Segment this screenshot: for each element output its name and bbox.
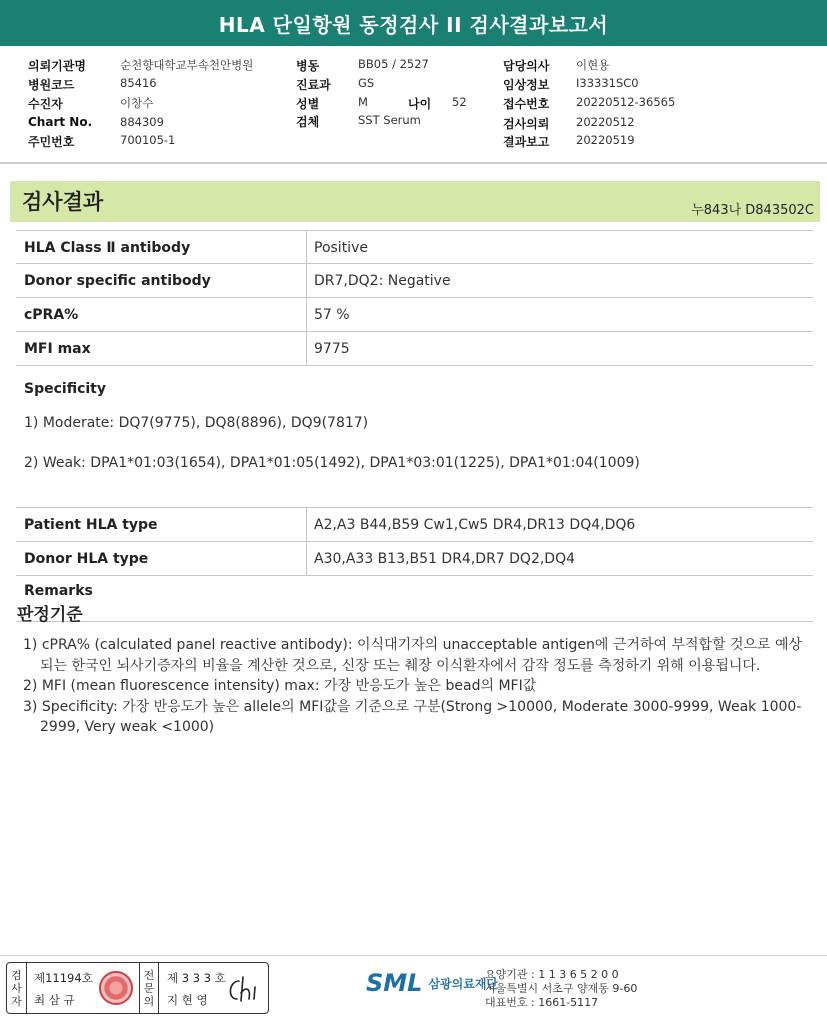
criteria-section (17, 600, 807, 738)
result-title: 검사결과 (22, 190, 104, 214)
specimen-label: 검체 (296, 115, 320, 129)
list-item: 2) MFI (mean fluorescence intensity) max: 가장 반응도가 높은 bead의 MFI값 (23, 678, 537, 694)
org-phone: 대표번호 : 1661-5117 (485, 996, 599, 1009)
request-label: 검사의뢰 (503, 117, 550, 131)
specialist-vertical-label: 전 문 의 (139, 963, 159, 1013)
row-label: Donor specific antibody (16, 264, 307, 297)
org-address: 서울특별시 서초구 양재동 9-60 (485, 982, 638, 995)
patient-label: 수진자 (28, 97, 63, 111)
institution-value: 순천향대학교부속천안병원 (120, 58, 254, 72)
hospital-code-value: 85416 (120, 76, 157, 90)
specificity-line: 2) Weak: DPA1*01:03(1654), DPA1*01:05(1492), DPA1*03:01(1225), DPA1*01:04(1009) (24, 455, 640, 471)
chart-value: 884309 (120, 115, 164, 129)
report-title: HLA 단일항원 동정검사 II 검사결과보고서 (0, 0, 827, 46)
table-row (16, 508, 813, 542)
row-label: MFI max (16, 332, 307, 365)
specialist-name: 지 현 영 (167, 993, 208, 1007)
list-item: 1) cPRA% (calculated panel reactive antibody): 이식대기자의 unacceptable antigen에 근거하여 부적합할 것으로 예상되는 한국인 뇌사기증자의 비율을 계산한 것으로, 신장 또는 췌장 이식환자에서 감작 정도를 측정하기 위해 이용됩니다. (23, 637, 803, 674)
list-item: 3) Specificity: 가장 반응도가 높은 allele의 MFI값을 기준으로 구분(Strong >10000, Moderate 3000-9999, Weak 1000-2999, Very weak <1000) (23, 698, 802, 735)
company-name: 삼광의료재단 (428, 976, 499, 991)
org-info (485, 968, 637, 1010)
specificity-line: 1) Moderate: DQ7(9775), DQ8(8896), DQ9(7817) (24, 415, 369, 431)
age-label: 나이 (408, 97, 432, 111)
examiner-vertical-label: 검 사 자 (7, 963, 27, 1013)
row-value: A30,A33 B13,B51 DR4,DR7 DQ2,DQ4 (314, 551, 576, 567)
row-label: HLA Class Ⅱ antibody (16, 231, 307, 263)
result-banner (10, 181, 820, 222)
table-row (16, 332, 813, 366)
row-label: Patient HLA type (16, 508, 307, 541)
seal-stamp (99, 971, 133, 1005)
sex-value: M (358, 95, 368, 109)
report-label: 결과보고 (503, 135, 550, 149)
specificity-row (16, 366, 813, 508)
specialist-number: 제 3 3 3 호 (167, 971, 226, 985)
sex-label: 성별 (296, 97, 320, 111)
clinical-value: I33331SC0 (576, 76, 639, 90)
institution-label: 의뢰기관명 (28, 59, 86, 73)
specimen-value: SST Serum (358, 113, 421, 127)
receipt-value: 20220512-36565 (576, 95, 676, 109)
request-value: 20220512 (576, 115, 635, 129)
doctor-label: 담당의사 (503, 59, 550, 73)
row-value: 9775 (314, 341, 350, 357)
chart-label: Chart No. (28, 115, 93, 129)
row-label: Donor HLA type (16, 542, 307, 575)
remarks-label: Remarks (24, 583, 93, 599)
row-label: cPRA% (16, 298, 307, 331)
row-value: 57 % (314, 307, 350, 323)
result-table (16, 230, 813, 622)
dept-label: 진료과 (296, 78, 331, 92)
sml-logo-mark: SML (366, 969, 423, 997)
resident-value: 700105-1 (120, 133, 176, 147)
table-row (16, 542, 813, 576)
table-row (16, 298, 813, 332)
table-row (16, 264, 813, 298)
receipt-label: 접수번호 (503, 97, 550, 111)
report-value: 20220519 (576, 133, 635, 147)
handwritten-signature (225, 973, 263, 1005)
footer-divider (0, 955, 827, 956)
doctor-value: 이현용 (576, 58, 610, 72)
examiner-number: 제11194호 (34, 971, 93, 985)
signature-box (6, 962, 269, 1014)
criteria-list (17, 635, 807, 738)
row-value: A2,A3 B44,B59 Cw1,Cw5 DR4,DR13 DQ4,DQ6 (314, 517, 636, 533)
examiner-name: 최 삼 규 (34, 993, 75, 1007)
age-value: 52 (452, 95, 467, 109)
specificity-label: Specificity (24, 381, 106, 397)
dept-value: GS (358, 76, 375, 90)
row-value: Positive (314, 240, 368, 256)
result-code: 누843나 D843502C (691, 203, 814, 218)
patient-value: 이창수 (120, 96, 154, 110)
company-logo (366, 969, 498, 997)
row-value: DR7,DQ2: Negative (314, 273, 451, 289)
divider (0, 162, 827, 164)
table-row (16, 230, 813, 264)
ward-label: 병동 (296, 59, 320, 73)
ward-value: BB05 / 2527 (358, 57, 429, 71)
criteria-title: 판정기준 (17, 605, 83, 625)
hospital-code-label: 병원코드 (28, 78, 75, 92)
clinical-label: 임상정보 (503, 78, 550, 92)
patient-info (28, 55, 818, 155)
org-code: 요양기관 : 1 1 3 6 5 2 0 0 (485, 968, 619, 981)
resident-label: 주민번호 (28, 135, 75, 149)
